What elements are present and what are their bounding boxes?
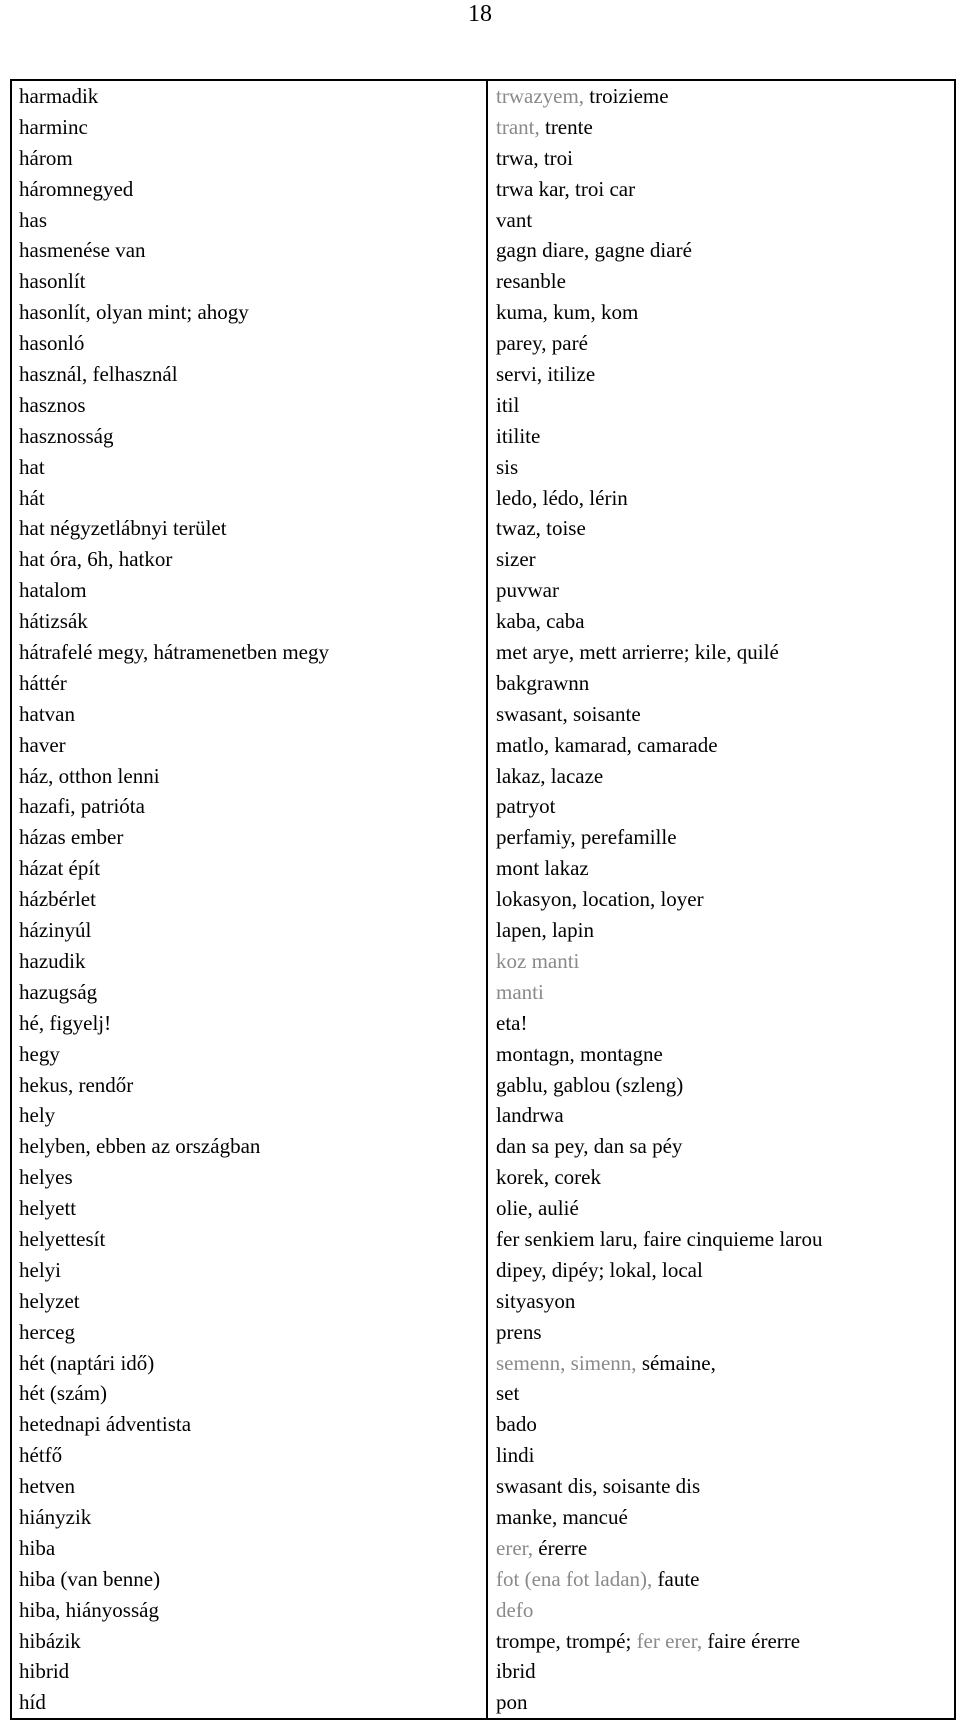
- hungarian-term: híd: [12, 1687, 488, 1718]
- translation: [488, 1378, 954, 1409]
- translation-segment: dan sa pey, dan sa péy: [496, 1134, 683, 1159]
- translation-segment: parey, paré: [496, 331, 588, 356]
- hungarian-term: hely: [12, 1100, 488, 1131]
- translation-segment: bakgrawnn: [496, 670, 590, 695]
- hungarian-term: hé, figyelj!: [12, 1008, 488, 1039]
- translation: [488, 699, 954, 730]
- translation: [488, 328, 954, 359]
- translation: [488, 1409, 954, 1440]
- table-row: [12, 1687, 954, 1718]
- translation-segment: puvwar: [496, 578, 559, 603]
- translation-segment: ledo, lédo, lérin: [496, 485, 628, 510]
- hungarian-term: hibázik: [12, 1626, 488, 1657]
- hungarian-term: hetven: [12, 1471, 488, 1502]
- translation: [488, 513, 954, 544]
- translation-segment: twaz, toise: [496, 516, 586, 541]
- translation-segment: semenn, simenn,: [496, 1350, 642, 1375]
- translation: [488, 174, 954, 205]
- table-row: [12, 761, 954, 792]
- table-row: [12, 1162, 954, 1193]
- translation-segment: sityasyon: [496, 1288, 576, 1313]
- table-row: [12, 1533, 954, 1564]
- translation-segment: trente: [544, 114, 593, 139]
- hungarian-term: hat négyzetlábnyi terület: [12, 513, 488, 544]
- translation: [488, 668, 954, 699]
- translation: [488, 1687, 954, 1718]
- table-row: [12, 1286, 954, 1317]
- translation-segment: troizieme: [589, 84, 669, 108]
- hungarian-term: harminc: [12, 112, 488, 143]
- table-row: [12, 143, 954, 174]
- translation: [488, 1533, 954, 1564]
- translation: [488, 452, 954, 483]
- translation: [488, 483, 954, 514]
- table-row: [12, 297, 954, 328]
- hungarian-term: hasmenése van: [12, 235, 488, 266]
- hungarian-term: hazugság: [12, 977, 488, 1008]
- translation: [488, 1626, 954, 1657]
- translation: [488, 946, 954, 977]
- hungarian-term: haver: [12, 730, 488, 761]
- hungarian-term: hiba (van benne): [12, 1564, 488, 1595]
- translation: [488, 1595, 954, 1626]
- translation-segment: lindi: [496, 1443, 535, 1468]
- table-row: [12, 266, 954, 297]
- translation: [488, 421, 954, 452]
- translation: [488, 143, 954, 174]
- hungarian-term: helyzet: [12, 1286, 488, 1317]
- translation-segment: eta!: [496, 1010, 528, 1035]
- hungarian-term: hét (szám): [12, 1378, 488, 1409]
- table-row: [12, 1317, 954, 1348]
- translation: [488, 544, 954, 575]
- translation-segment: ibrid: [496, 1659, 536, 1684]
- table-row: [12, 822, 954, 853]
- translation: [488, 791, 954, 822]
- translation-segment: kuma, kum, kom: [496, 300, 639, 325]
- translation: [488, 81, 954, 112]
- translation: [488, 1039, 954, 1070]
- table-row: [12, 112, 954, 143]
- hungarian-term: hátrafelé megy, hátramenetben megy: [12, 637, 488, 668]
- table-row: [12, 791, 954, 822]
- table-row: [12, 452, 954, 483]
- hungarian-term: hat: [12, 452, 488, 483]
- translation-segment: faute: [657, 1566, 700, 1591]
- translation: [488, 1317, 954, 1348]
- translation: [488, 884, 954, 915]
- translation-segment: servi, itilize: [496, 362, 596, 387]
- hungarian-term: hatvan: [12, 699, 488, 730]
- table-row: [12, 730, 954, 761]
- translation: [488, 1471, 954, 1502]
- table-row: [12, 544, 954, 575]
- table-row: [12, 1378, 954, 1409]
- translation-segment: lapen, lapin: [496, 918, 594, 943]
- translation: [488, 1193, 954, 1224]
- translation-segment: sis: [496, 454, 519, 479]
- translation: [488, 1440, 954, 1471]
- table-row: [12, 513, 954, 544]
- table-row: [12, 853, 954, 884]
- hungarian-term: hatalom: [12, 575, 488, 606]
- translation-segment: defo: [496, 1597, 534, 1622]
- translation-segment: érerre: [538, 1535, 588, 1560]
- translation-segment: trwa, troi: [496, 145, 573, 170]
- translation: [488, 1224, 954, 1255]
- translation-segment: gablu, gablou (szleng): [496, 1072, 684, 1097]
- translation-segment: matlo, kamarad, camarade: [496, 732, 718, 757]
- table-row: [12, 81, 954, 112]
- translation-segment: dipey, dipéy; lokal, local: [496, 1257, 703, 1282]
- translation-segment: manti: [496, 979, 544, 1004]
- table-row: [12, 606, 954, 637]
- dictionary-table: [10, 79, 956, 1720]
- hungarian-term: hasznosság: [12, 421, 488, 452]
- translation-segment: erer,: [496, 1535, 539, 1560]
- table-row: [12, 1471, 954, 1502]
- hungarian-term: helyben, ebben az országban: [12, 1131, 488, 1162]
- table-row: [12, 915, 954, 946]
- table-row: [12, 977, 954, 1008]
- translation-segment: fer erer,: [636, 1628, 708, 1653]
- table-row: [12, 1564, 954, 1595]
- translation-segment: montagn, montagne: [496, 1041, 663, 1066]
- table-row: [12, 699, 954, 730]
- hungarian-term: használ, felhasznál: [12, 359, 488, 390]
- hungarian-term: hét (naptári idő): [12, 1348, 488, 1379]
- translation: [488, 359, 954, 390]
- translation: [488, 1286, 954, 1317]
- hungarian-term: hetednapi ádventista: [12, 1409, 488, 1440]
- table-row: [12, 205, 954, 236]
- hungarian-term: ház, otthon lenni: [12, 761, 488, 792]
- table-row: [12, 235, 954, 266]
- translation-segment: prens: [496, 1319, 542, 1344]
- hungarian-term: háromnegyed: [12, 174, 488, 205]
- translation: [488, 761, 954, 792]
- hungarian-term: helyes: [12, 1162, 488, 1193]
- translation: [488, 606, 954, 637]
- translation-segment: fot (ena fot ladan),: [496, 1566, 658, 1591]
- table-row: [12, 1193, 954, 1224]
- table-row: [12, 390, 954, 421]
- table-row: [12, 1255, 954, 1286]
- table-row: [12, 1595, 954, 1626]
- table-row: [12, 668, 954, 699]
- translation: [488, 390, 954, 421]
- hungarian-term: házas ember: [12, 822, 488, 853]
- table-row: [12, 359, 954, 390]
- translation-segment: sémaine,: [641, 1350, 716, 1375]
- translation: [488, 266, 954, 297]
- table-row: [12, 1100, 954, 1131]
- table-row: [12, 1039, 954, 1070]
- translation: [488, 915, 954, 946]
- translation: [488, 1070, 954, 1101]
- translation-segment: fer senkiem laru, faire cinquieme larou: [496, 1226, 823, 1251]
- hungarian-term: helyett: [12, 1193, 488, 1224]
- translation: [488, 1564, 954, 1595]
- translation-segment: lokasyon, location, loyer: [496, 887, 704, 912]
- translation: [488, 1348, 954, 1379]
- translation: [488, 1162, 954, 1193]
- table-row: [12, 483, 954, 514]
- hungarian-term: hát: [12, 483, 488, 514]
- translation: [488, 1656, 954, 1687]
- hungarian-term: hekus, rendőr: [12, 1070, 488, 1101]
- translation-segment: korek, corek: [496, 1165, 601, 1190]
- hungarian-term: hasonlít, olyan mint; ahogy: [12, 297, 488, 328]
- table-row: [12, 1348, 954, 1379]
- hungarian-term: háttér: [12, 668, 488, 699]
- translation-segment: swasant dis, soisante dis: [496, 1474, 701, 1499]
- hungarian-term: helyi: [12, 1255, 488, 1286]
- translation-segment: bado: [496, 1412, 537, 1437]
- translation-segment: olie, aulié: [496, 1196, 579, 1221]
- translation: [488, 1008, 954, 1039]
- hungarian-term: házbérlet: [12, 884, 488, 915]
- hungarian-term: hibrid: [12, 1656, 488, 1687]
- translation-segment: faire érerre: [707, 1628, 801, 1653]
- translation: [488, 637, 954, 668]
- table-row: [12, 1656, 954, 1687]
- hungarian-term: hazafi, patrióta: [12, 791, 488, 822]
- translation: [488, 235, 954, 266]
- table-row: [12, 1224, 954, 1255]
- translation-segment: gagn diare, gagne diaré: [496, 238, 692, 263]
- table-row: [12, 1502, 954, 1533]
- hungarian-term: harmadik: [12, 81, 488, 112]
- translation: [488, 1100, 954, 1131]
- translation-segment: swasant, soisante: [496, 701, 641, 726]
- hungarian-term: három: [12, 143, 488, 174]
- translation: [488, 822, 954, 853]
- page-number: 18: [468, 1, 492, 27]
- table-row: [12, 884, 954, 915]
- hungarian-term: hiányzik: [12, 1502, 488, 1533]
- translation-segment: vant: [496, 207, 533, 232]
- table-row: [12, 421, 954, 452]
- translation-segment: sizer: [496, 547, 536, 572]
- hungarian-term: helyettesít: [12, 1224, 488, 1255]
- translation: [488, 205, 954, 236]
- translation-segment: mont lakaz: [496, 856, 589, 881]
- translation-segment: pon: [496, 1690, 528, 1715]
- hungarian-term: hat óra, 6h, hatkor: [12, 544, 488, 575]
- hungarian-term: hasonlít: [12, 266, 488, 297]
- table-row: [12, 1626, 954, 1657]
- table-row: [12, 1070, 954, 1101]
- translation-segment: landrwa: [496, 1103, 564, 1128]
- table-row: [12, 1008, 954, 1039]
- table-row: [12, 174, 954, 205]
- translation-segment: met arye, mett arrierre; kile, quilé: [496, 640, 779, 665]
- translation: [488, 112, 954, 143]
- hungarian-term: has: [12, 205, 488, 236]
- translation-segment: trwazyem,: [496, 84, 590, 108]
- hungarian-term: hasonló: [12, 328, 488, 359]
- hungarian-term: hasznos: [12, 390, 488, 421]
- translation-segment: resanble: [496, 269, 566, 294]
- translation: [488, 575, 954, 606]
- hungarian-term: hétfő: [12, 1440, 488, 1471]
- translation: [488, 1502, 954, 1533]
- hungarian-term: hazudik: [12, 946, 488, 977]
- translation-segment: perfamiy, perefamille: [496, 825, 677, 850]
- table-row: [12, 637, 954, 668]
- hungarian-term: házinyúl: [12, 915, 488, 946]
- translation-segment: itilite: [496, 423, 541, 448]
- translation-segment: koz manti: [496, 948, 580, 973]
- translation: [488, 853, 954, 884]
- translation-segment: trompe, trompé;: [496, 1628, 637, 1653]
- hungarian-term: hiba: [12, 1533, 488, 1564]
- hungarian-term: herceg: [12, 1317, 488, 1348]
- table-row: [12, 328, 954, 359]
- table-row: [12, 946, 954, 977]
- hungarian-term: hegy: [12, 1039, 488, 1070]
- translation: [488, 1131, 954, 1162]
- translation-segment: trant,: [496, 114, 545, 139]
- translation-segment: lakaz, lacaze: [496, 763, 604, 788]
- table-row: [12, 1131, 954, 1162]
- translation: [488, 730, 954, 761]
- hungarian-term: házat épít: [12, 853, 488, 884]
- translation-segment: trwa kar, troi car: [496, 176, 636, 201]
- hungarian-term: hiba, hiányosság: [12, 1595, 488, 1626]
- translation-segment: kaba, caba: [496, 609, 585, 634]
- table-row: [12, 1409, 954, 1440]
- translation-segment: manke, mancué: [496, 1504, 628, 1529]
- table-row: [12, 1440, 954, 1471]
- translation: [488, 297, 954, 328]
- translation-segment: set: [496, 1381, 520, 1406]
- translation-segment: itil: [496, 392, 520, 417]
- hungarian-term: hátizsák: [12, 606, 488, 637]
- table-row: [12, 575, 954, 606]
- translation: [488, 977, 954, 1008]
- translation-segment: patryot: [496, 794, 556, 819]
- translation: [488, 1255, 954, 1286]
